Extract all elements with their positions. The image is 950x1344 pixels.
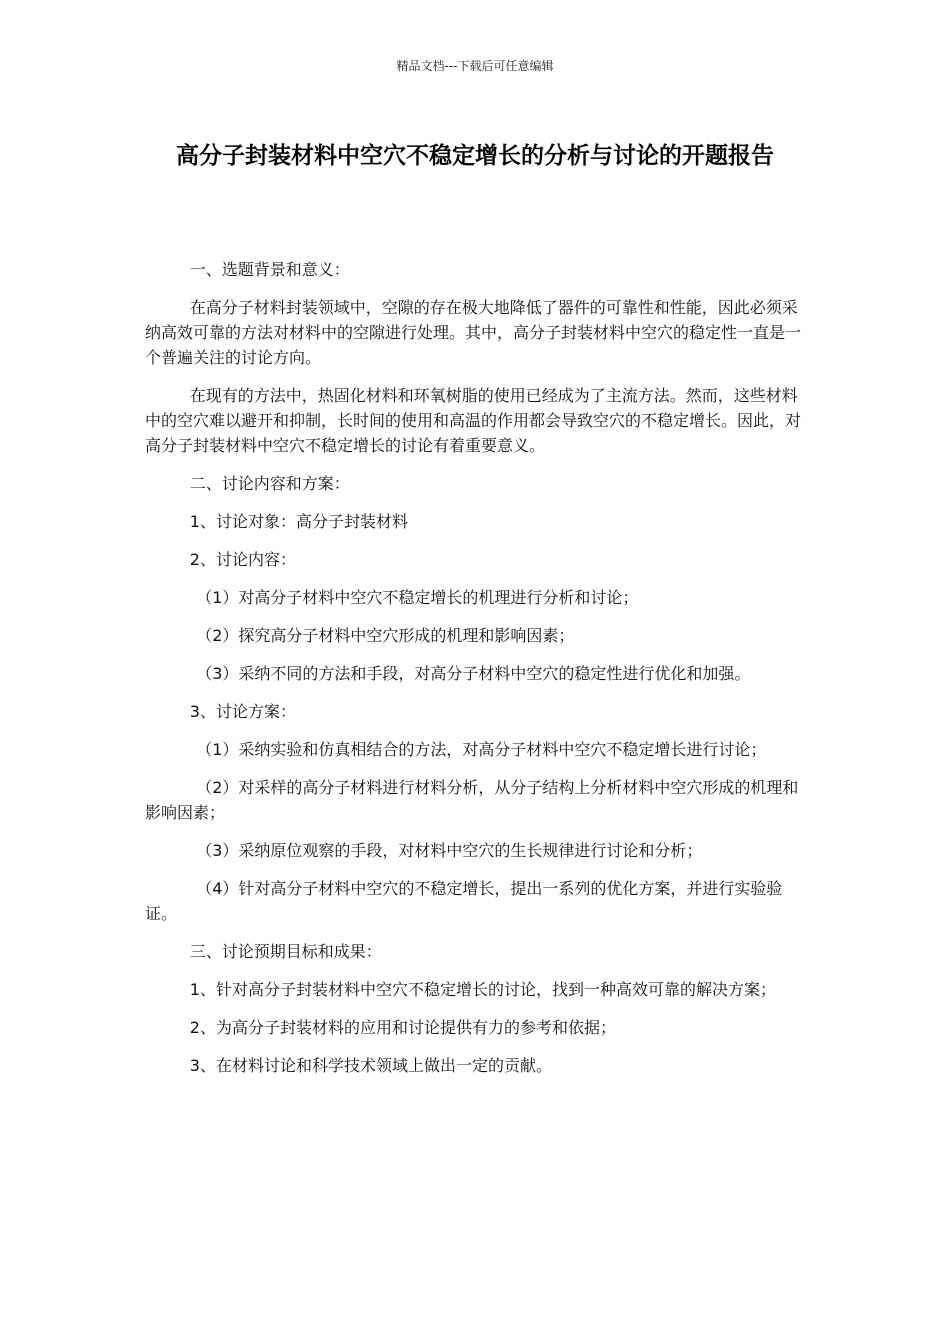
list-item: 1、讨论对象：高分子封装材料 [189, 512, 408, 531]
sub-list-item: （1）采纳实验和仿真相结合的方法，对高分子材料中空穴不稳定增长进行讨论； [196, 740, 767, 759]
list-item: 1、针对高分子封装材料中空穴不稳定增长的讨论，找到一种高效可靠的解决方案； [189, 980, 776, 999]
list-item: 2、讨论内容： [189, 550, 296, 569]
body-paragraph: 在高分子材料封装领域中，空隙的存在极大地降低了器件的可靠性和性能，因此必须采纳高效可靠的方法对材料中的空隙进行处理。其中，高分子封装材料中空穴的稳定性一直是一个普遍关注的讨论方向。 [145, 298, 802, 367]
list-item: 3、在材料讨论和科学技术领域上做出一定的贡献。 [189, 1056, 552, 1075]
sub-list-item: （1）对高分子材料中空穴不稳定增长的机理进行分析和讨论； [196, 588, 639, 607]
sub-list-item: （2）探究高分子材料中空穴形成的机理和影响因素； [196, 626, 575, 645]
list-item: 3、讨论方案： [189, 702, 296, 721]
sub-list-item: （3）采纳原位观察的手段，对材料中空穴的生长规律进行讨论和分析； [196, 841, 703, 860]
body-paragraph: 在现有的方法中，热固化材料和环氧树脂的使用已经成为了主流方法。然而，这些材料中的空穴难以避开和抑制，长时间的使用和高温的作用都会导致空穴的不稳定增长。因此，对高分子封装材料中空穴不稳定增长的讨论有着重要意义。 [145, 386, 802, 455]
sub-list-item: （4）针对高分子材料中空穴的不稳定增长，提出一系列的优化方案，并进行实验验证。 [145, 879, 783, 923]
document-title: 高分子封装材料中空穴不稳定增长的分析与讨论的开题报告 [176, 143, 774, 169]
section-heading: 二、讨论内容和方案： [189, 474, 350, 493]
list-item: 2、为高分子封装材料的应用和讨论提供有力的参考和依据； [189, 1018, 616, 1037]
section-heading: 三、讨论预期目标和成果： [189, 942, 382, 961]
document-body [145, 257, 805, 1091]
sub-list-item: （2）对采样的高分子材料进行材料分析，从分子结构上分析材料中空穴形成的机理和影响因素； [145, 778, 799, 822]
sub-list-item: （3）采纳不同的方法和手段，对高分子材料中空穴的稳定性进行优化和加强。 [196, 664, 751, 683]
header-note: 精品文档---下载后可任意编辑 [396, 59, 554, 73]
section-heading: 一、选题背景和意义： [189, 260, 350, 279]
